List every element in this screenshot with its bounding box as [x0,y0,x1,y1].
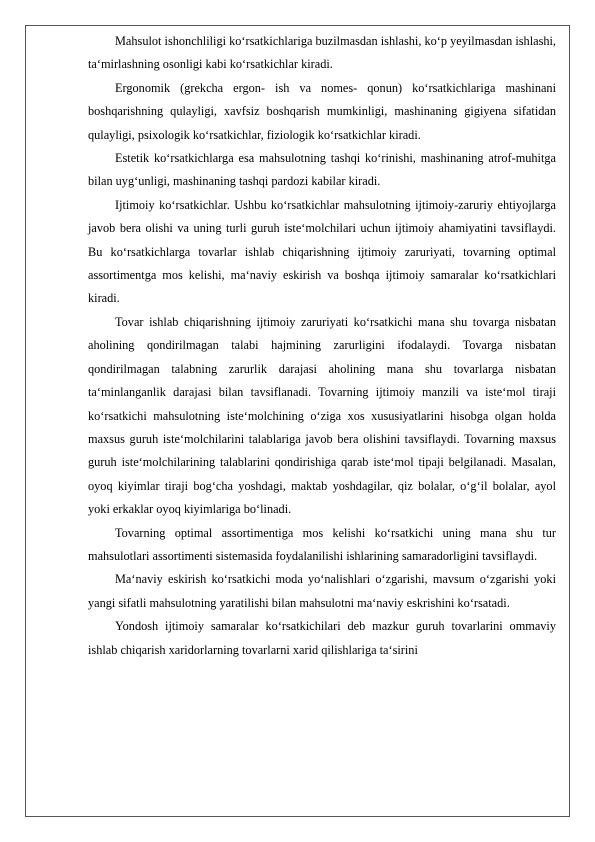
paragraph-aesthetic: Estetik ko‘rsatkichlarga esa mahsulotning tashqi ko‘rinishi, mashinaning atrof-muhitga bilan uyg‘unligi, mashinaning tashqi pardozi kabilar kiradi. [88,151,556,189]
document-body [88,30,556,662]
paragraph-related-effects: Yondosh ijtimoiy samaralar ko‘rsatkichilari deb mazkur guruh tovarlarini ommaviy ishlab chiqarish xaridorlarning tovarlarni xarid qilishlariga ta‘sirini [88,619,556,657]
paragraph-ergonomic: Ergonomik (grekcha ergon- ish va nomes- qonun) ko‘rsatkichlariga mashinani boshqarishning qulayligi, xavfsiz boshqarish mumkinligi, mashinaning gigiyena sifatidan qulayligi, psixologik ko‘rsatkichlar, fiziologik ko‘rsatkichlar kiradi. [88,80,556,142]
paragraph-social-indicators: Ijtimoiy ko‘rsatkichlar. Ushbu ko‘rsatkichlar mahsulotning ijtimoiy-zaruriy ehtiyojlarga javob bera olishi va uning turli guruh iste‘molchilari uchun ijtimoiy ahamiyatini tavsiflaydi. Bu ko‘rsatkichlarga tovarlar ishlab chiqarishning ijtimoiy zaruriyati, tovarning optimal assortimentga mos kelishi, ma‘naviy eskirish va boshqa ijtimoiy samaralar ko‘rsatkichlari kiradi. [88,197,556,306]
paragraph-reliability: Mahsulot ishonchliligi ko‘rsatkichlariga buzilmasdan ishlashi, ko‘p yeyilmasdan ishlashi, ta‘mirlashning osonligi kabi ko‘rsatkichlar kiradi. [88,34,556,72]
paragraph-social-necessity: Tovar ishlab chiqarishning ijtimoiy zaruriyati ko‘rsatkichi mana shu tovarga nisbatan aholining qondirilmagan talabi hajmining zarurligini ifodalaydi. Tovarga nisbatan qondirilmagan talabning zarurlik darajasi aholining mana shu tovarlarga nisbatan ta‘minlanganlik darajasi bilan tavsiflanadi. Tovarning ijtimoiy manzili va iste‘mol tiraji ko‘rsatkichi mahsulotning iste‘molchining o‘ziga xos xususiyatlarini hisobga olgan holda maxsus guruh iste‘molchilarini talablariga javob bera olishini tavsiflaydi. Tovarning maxsus guruh iste‘molchilarining talablarini qondirishiga qarab iste‘mol tipaji belgilanadi. Masalan, oyoq kiyimlar tiraji bog‘cha yoshdagi, maktab yoshdagilar, qiz bolalar, o‘g‘il bolalar, ayol yoki erkaklar oyoq kiyimlariga bo‘linadi. [88,314,556,517]
paragraph-optimal-assortment: Tovarning optimal assortimentiga mos kelishi ko‘rsatkichi uning mana shu tur mahsulotlari assortimenti sistemasida foydalanilishi ishlarining samaradorligini tavsiflaydi. [88,525,556,563]
paragraph-moral-obsolescence: Ma‘naviy eskirish ko‘rsatkichi moda yo‘nalishlari o‘zgarishi, mavsum o‘zgarishi yoki yangi sifatli mahsulotning yaratilishi bilan mahsulotni ma‘naviy eskrishini ko‘rsatadi. [88,572,556,610]
